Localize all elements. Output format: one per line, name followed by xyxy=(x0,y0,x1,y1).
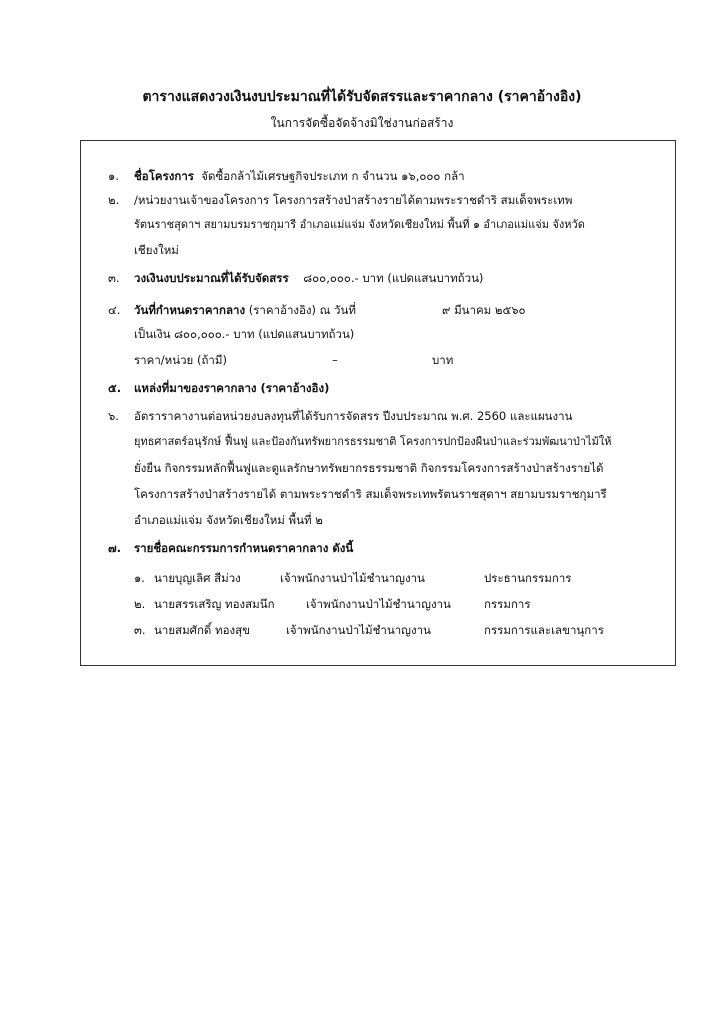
committee-1-number: ๑. xyxy=(134,571,145,585)
document-subtitle: ในการจัดซื้อจัดจ้างมิใช่งานก่อสร้าง xyxy=(270,116,454,130)
item-1-text: จัดซื้อกล้าไม้เศรษฐกิจประเภท ก จำนวน ๑๖,๐๐๐ กล้า xyxy=(201,169,465,183)
item-4-price-dash: – xyxy=(332,353,338,367)
item-6-number: ๖. xyxy=(108,409,119,423)
item-6-line-2: ยุทธศาสตร์อนุรักษ์ ฟื้นฟู และป้องกันทรัพยากรธรรมชาติ โครงการปกป้องผืนป่าและร่วมพัฒนาป่าไม้ให้ xyxy=(134,435,612,448)
item-1-label: ชื่อโครงการ xyxy=(134,169,194,183)
committee-2-name: นายสรรเสริญ ทองสมนึก xyxy=(154,597,275,611)
item-2-line-1: /หน่วยงานเจ้าของโครงการ โครงการสร้างป่าสร้างรายได้ตามพระราชดำริ สมเด็จพระเทพ xyxy=(134,193,573,207)
item-5-label: แหล่งที่มาของราคากลาง (ราคาอ้างอิง) xyxy=(134,381,330,395)
item-4-date: ๙ มีนาคม ๒๕๖๐ xyxy=(442,303,526,317)
item-2-line-3: เชียงใหม่ xyxy=(134,243,179,257)
item-6-line-1: อัตราราคางานต่อหน่วยงบลงทุนที่ได้รับการจัดสรร ปีงบประมาณ พ.ศ. 2560 และแผนงาน xyxy=(134,409,573,423)
item-7-label: รายชื่อคณะกรรมการกำหนดราคากลาง ดังนี้ xyxy=(134,541,354,555)
committee-3-number: ๓. xyxy=(134,623,146,637)
committee-2-position: เจ้าพนักงานป่าไม้ชำนาญงาน xyxy=(306,597,451,611)
document-title: ตารางแสดงวงเงินงบประมาณที่ได้รับจัดสรรและราคากลาง (ราคาอ้างอิง) xyxy=(142,89,582,105)
committee-1-position: เจ้าพนักงานป่าไม้ชำนาญงาน xyxy=(280,571,425,585)
item-6-line-3: ยั่งยืน กิจกรรมหลักฟื้นฟูและดูแลรักษาทรัพยากรธรรมชาติ กิจกรรมโครงการสร้างป่าสร้างรายได้ xyxy=(134,461,604,475)
committee-3-position: เจ้าพนักงานป่าไม้ชำนาญงาน xyxy=(286,623,431,637)
item-1-line xyxy=(134,168,465,184)
committee-3-role: กรรมการและเลขานุการ xyxy=(484,623,604,637)
item-3-line xyxy=(134,270,483,286)
item-6-line-5: อำเภอแม่แจ่ม จังหวัดเชียงใหม่ พื้นที่ ๒ xyxy=(134,513,323,527)
item-7-number: ๗. xyxy=(108,541,122,555)
item-1-number: ๑. xyxy=(108,169,119,183)
item-4-price-unit: บาท xyxy=(432,353,454,367)
committee-1-role: ประธานกรรมการ xyxy=(484,571,572,585)
item-4-label: วันที่กำหนดราคากลาง xyxy=(134,303,246,317)
item-3-text: ๘๐๐,๐๐๐.- บาท (แปดแสนบาทถ้วน) xyxy=(303,271,484,285)
item-4-amount: เป็นเงิน ๘๐๐,๐๐๐.- บาท (แปดแสนบาทถ้วน) xyxy=(134,327,355,341)
item-3-label: วงเงินงบประมาณที่ได้รับจัดสรร xyxy=(134,271,289,285)
item-4-line xyxy=(134,302,356,318)
item-2-number: ๒. xyxy=(108,193,120,207)
item-5-number: ๕. xyxy=(108,381,122,395)
item-6-line-4: โครงการสร้างป่าสร้างรายได้ ตามพระราชดำริ สมเด็จพระเทพรัตนราชสุดาฯ สยามบรมราชกุมารี xyxy=(134,487,607,501)
item-4-price-label: ราคา/หน่วย (ถ้ามี) xyxy=(134,353,227,367)
committee-1-name: นายบุญเลิศ สีม่วง xyxy=(154,571,241,585)
item-4-number: ๔. xyxy=(108,303,121,317)
committee-3-name: นายสมศักดิ์ ทองสุข xyxy=(154,623,251,637)
item-3-number: ๓. xyxy=(108,271,120,285)
committee-2-number: ๒. xyxy=(134,597,146,611)
item-4-text: (ราคาอ้างอิง) ณ วันที่ xyxy=(248,303,356,317)
committee-2-role: กรรมการ xyxy=(484,597,531,611)
item-2-line-2: รัตนราชสุดาฯ สยามบรมราชกุมารี อำเภอแม่แจ่ม จังหวัดเชียงใหม่ พื้นที่ ๑ อำเภอแม่แจ่ม จังหวัด xyxy=(134,218,585,231)
